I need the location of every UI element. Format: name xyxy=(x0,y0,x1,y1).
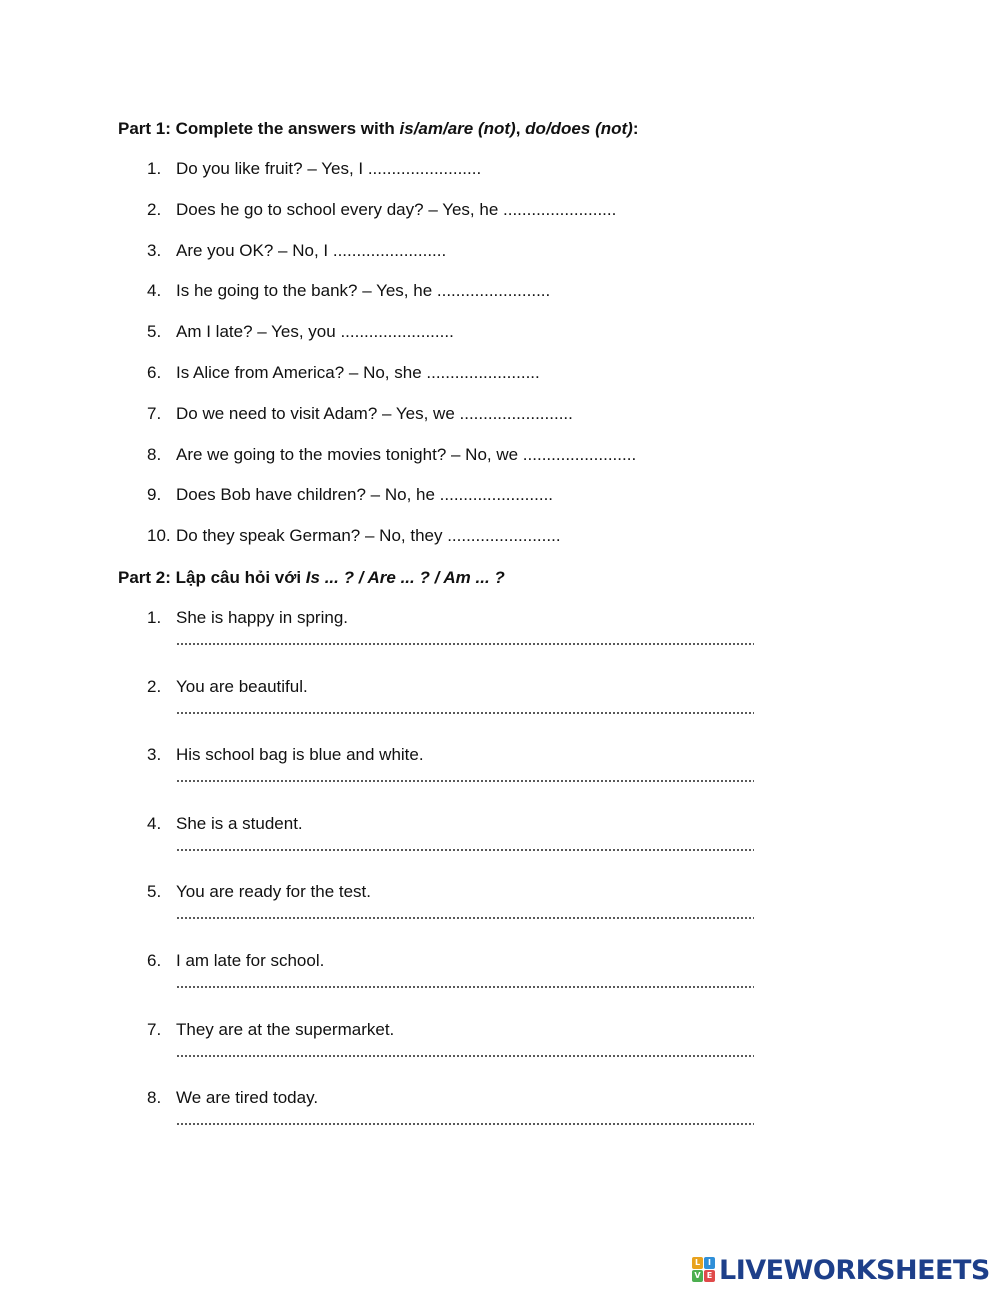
item-number: 6. xyxy=(147,363,162,382)
item-number: 6. xyxy=(147,951,162,970)
item-number: 5. xyxy=(147,882,162,902)
item-number: 8. xyxy=(147,1088,162,1108)
item-number: 7. xyxy=(147,1019,162,1039)
answer-dotted-line[interactable] xyxy=(176,848,754,852)
logo-mark-square: E xyxy=(704,1270,715,1282)
logo-text: LIVEWORKSHEETS xyxy=(719,1254,990,1286)
logo-mark-square: I xyxy=(704,1257,715,1269)
logo-mark-square: V xyxy=(692,1270,703,1282)
item-text: Does Bob have children? – No, he ........................ xyxy=(176,485,554,505)
part1-heading-prefix: Part 1: Complete the answers with xyxy=(118,119,400,138)
item-number: 4. xyxy=(147,281,162,301)
logo-mark-square: L xyxy=(692,1257,703,1269)
item-number: 8. xyxy=(147,444,162,464)
answer-dotted-line[interactable] xyxy=(176,985,754,989)
part2-heading-italic: Is ... ? / Are ... ? / Am ... ? xyxy=(305,568,505,587)
item-number: 7. xyxy=(147,403,162,423)
item-number: 9. xyxy=(147,485,162,505)
answer-dotted-line[interactable] xyxy=(176,779,754,783)
part1-heading xyxy=(118,119,639,139)
item-text: Are you OK? – No, I ........................ xyxy=(176,240,447,260)
item-text: She is happy in spring. xyxy=(176,608,348,627)
part1-heading-italic-2: do/does (not) xyxy=(525,119,633,138)
logo-mark-icon xyxy=(692,1257,716,1283)
item-number: 3. xyxy=(147,240,162,260)
answer-dotted-line[interactable] xyxy=(176,642,754,646)
part2-heading xyxy=(118,568,505,588)
answer-dotted-line[interactable] xyxy=(176,1122,754,1126)
item-text: We are tired today. xyxy=(176,1088,319,1108)
answer-dotted-line[interactable] xyxy=(176,711,754,715)
answer-dotted-line[interactable] xyxy=(176,916,754,920)
item-text: Do they speak German? – No, they ........................ xyxy=(176,526,561,546)
item-text: Is he going to the bank? – Yes, he ........................ xyxy=(176,281,551,301)
item-number: 5. xyxy=(147,322,162,342)
item-number: 1. xyxy=(147,159,162,178)
part1-heading-suffix: : xyxy=(632,119,639,138)
liveworksheets-logo xyxy=(692,1254,990,1286)
item-number: 2. xyxy=(147,199,162,219)
item-text: Do we need to visit Adam? – Yes, we ........................ xyxy=(176,403,573,423)
part2-heading-prefix: Part 2: Lập câu hỏi với xyxy=(118,568,306,587)
item-text: Are we going to the movies tonight? – No, we ........................ xyxy=(176,444,637,464)
item-text: Do you like fruit? – Yes, I ........................ xyxy=(176,159,482,178)
item-number: 1. xyxy=(147,608,162,627)
item-text: She is a student. xyxy=(176,813,303,833)
item-text: You are beautiful. xyxy=(176,676,308,696)
item-text: Is Alice from America? – No, she ........................ xyxy=(176,363,540,382)
answer-dotted-line[interactable] xyxy=(176,1054,754,1058)
item-number: 4. xyxy=(147,813,162,833)
part1-heading-italic-1: is/am/are (not) xyxy=(399,119,516,138)
item-number: 3. xyxy=(147,745,162,765)
item-text: Am I late? – Yes, you ........................ xyxy=(176,322,454,342)
part1-heading-sep: , xyxy=(515,119,526,138)
item-text: You are ready for the test. xyxy=(176,882,371,902)
item-text: Does he go to school every day? – Yes, he ........................ xyxy=(176,199,617,219)
item-text: I am late for school. xyxy=(176,951,325,970)
item-text: His school bag is blue and white. xyxy=(176,745,424,765)
item-number: 10. xyxy=(147,526,171,546)
item-text: They are at the supermarket. xyxy=(176,1019,395,1039)
item-number: 2. xyxy=(147,676,162,696)
